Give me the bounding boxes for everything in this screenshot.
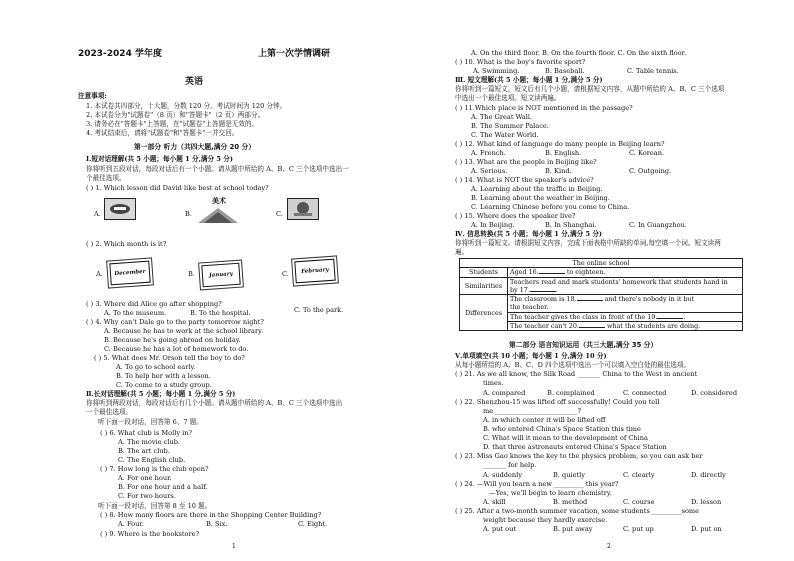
q22-option-d: D. that three astronauts entered China's Space Station [483, 443, 667, 451]
section4-title: Ⅳ. 信息转换(共 5 小题；每小题 1 分,满分 5 分) [455, 230, 603, 238]
q1-picture-c [287, 198, 319, 220]
note-4: 4. 考试结束后，请将"试题卷"和"答题卡"一并交回。 [86, 129, 239, 137]
cell-text: the teacher. [510, 303, 549, 312]
q1-art-text: 美术 [212, 196, 226, 205]
q9-options: A. On the third floor. B. On the fourth floor. C. On the sixth floor. [471, 49, 687, 57]
cell-text: what the students are doing. [604, 322, 701, 331]
art-class-icon [196, 206, 240, 224]
q21-option-d: D. considered [691, 389, 738, 397]
section5-title: Ⅴ.单项填空(共 10 小题；每小题 1 分,满分 10 分) [455, 352, 607, 360]
q2-label-c: C. [282, 270, 289, 278]
calendar-january: January [201, 263, 240, 288]
cell-text: The teacher can't 20. [510, 322, 579, 331]
pe-class-icon [288, 199, 318, 219]
calendar-december: December [109, 261, 150, 286]
question-9: ( ) 9. Where is the bookstore? [100, 530, 200, 538]
q11-option-c: C. The Water World. [471, 131, 539, 139]
section5-instr: 从每小题所给的 A、B、C、D 四个选项中选出一个可以填入空白处的最佳选项。 [455, 361, 691, 369]
blank-19[interactable] [657, 312, 686, 321]
table-header: The online school [460, 259, 743, 268]
blank-16[interactable] [539, 268, 565, 274]
q6-option-c: C. The English club. [118, 456, 186, 464]
section1-instr-2: 个最佳选项。 [86, 174, 126, 182]
q1-label-a: A. [94, 210, 101, 218]
question-12: ( ) 12. What kind of language do many people in Beijing learn? [455, 140, 665, 148]
part2-heading: 第二部分 语言知识运用（共三大题,满分 35 分） [509, 341, 658, 349]
section4-instr-2: 遍。 [455, 248, 469, 256]
q14-option-b: B. Learning about the weather in Beijing. [471, 194, 610, 202]
q24-option-c: C. course [623, 498, 655, 506]
music-class-icon [105, 199, 135, 219]
table-row [460, 277, 743, 295]
table-row [460, 295, 743, 313]
section1-instr-1: 你将听到五段对话，每段对话后有一个小题。请从题中所给的 A、B、C 三个选项中选出一 [86, 165, 349, 173]
question-13: ( ) 13. What are the people in Beijing like? [455, 158, 597, 166]
q7-option-b: B. For one hour and a half. [118, 483, 208, 491]
section3-title: Ⅲ. 短文理解(共 5 小题；每小题 1 分,满分 5 分) [455, 76, 603, 84]
question-23-cont: _______ for help. [483, 461, 537, 469]
question-1: ( ) 1. Which lesson did David like best at school today? [86, 184, 269, 192]
page-number-1: 1 [232, 543, 236, 550]
question-3: ( ) 3. Where did Alice go after shopping? [86, 300, 222, 308]
q12-option-c: C. Korean. [629, 149, 665, 157]
cell-text: The teacher gives the class in front of the 19. [510, 312, 658, 321]
listen-instr-6-7: 听下面一段对话，回答第 6、7 题。 [98, 418, 203, 426]
q14-option-a: A. Learning about the traffic in Beijing. [471, 185, 603, 193]
table-row [460, 268, 743, 277]
q21-option-a: A. compared [483, 389, 526, 397]
section2-instr-2: 一个最佳选项。 [86, 408, 133, 416]
q25-option-c: C. put up [623, 525, 654, 533]
question-24: ( ) 24. —Will you learn a new _________ this year? [455, 480, 619, 488]
row-differences-cell-2 [508, 312, 743, 321]
q21-option-c: C. connected [623, 389, 667, 397]
calendar-february: February [294, 259, 335, 284]
q12-option-b: B. English. [545, 149, 582, 157]
cell-text: and there's nobody in it but [602, 295, 695, 304]
question-23: ( ) 23. Miss Gao knows the key to the physics problem, so you can ask her [455, 452, 703, 460]
blank-20[interactable] [579, 322, 605, 328]
q1-picture-a [104, 198, 136, 220]
q24-option-d: D. lesson [691, 498, 722, 506]
q23-option-b: B. quietly [553, 471, 585, 479]
q25-option-d: D. put on [691, 525, 722, 533]
question-7: ( ) 7. How long is the club open? [100, 465, 209, 473]
q22-option-c: C. What will it mean to the development of China [483, 434, 648, 442]
section2-title: Ⅱ.长对话理解(共 5 小题；每小题 1 分,满分 5 分) [86, 390, 236, 398]
online-school-table [459, 258, 743, 331]
q23-option-c: C. clearly [623, 471, 655, 479]
question-14: ( ) 14. What is NOT the speaker's advice? [455, 176, 594, 184]
q21-option-b: B. complained [547, 389, 595, 397]
question-4: ( ) 4. Why can't Dale go to the party tomorrow night? [86, 318, 264, 326]
row-differences-cell-3 [508, 322, 743, 331]
q6-option-a: A. The movie club. [118, 438, 181, 446]
table-row [460, 259, 743, 268]
q1-label-b: B. [185, 210, 192, 218]
question-25: ( ) 25. After a two-month summer vacation, some students _________some [455, 507, 700, 515]
row-similarities-header: Similarities [460, 277, 508, 295]
q5-option-b: B. To help her with a lesson. [116, 372, 211, 380]
q8-option-b: B. Six. [206, 520, 228, 528]
exam-title: 上第一次学情调研 [258, 49, 331, 59]
row-differences-header: Differences [460, 295, 508, 331]
note-1: 1. 本试卷共四部分，十大题，分数 120 分。考试时间为 120 分钟。 [86, 102, 287, 110]
question-15: ( ) 15. Where does the speaker live? [455, 212, 576, 220]
note-3: 3. 请务必在"答题卡"上答题，在"试题卷"上答题是无效的。 [86, 120, 259, 128]
question-8: ( ) 8. How many floors are there in the Shopping Center Building? [100, 511, 322, 519]
q13-option-c: C. Outgoing. [629, 167, 672, 175]
q4-option-c: C. Because he has a lot of homework to do. [104, 345, 249, 353]
question-22-cont: me _________________________? [483, 407, 582, 415]
q11-option-b: B. The Summer Palace. [471, 122, 549, 130]
q23-option-a: A. suddenly [483, 471, 523, 479]
exam-subject: 英语 [185, 77, 204, 87]
row-students-header: Students [460, 268, 508, 277]
q24-option-b: B. method [553, 498, 588, 506]
exam-year: 2023-2024 学年度 [78, 49, 162, 59]
row-differences-cell-1 [508, 295, 743, 313]
q3-option-b: B. To the hospital. [190, 309, 251, 317]
section2-instr-1: 你将听到两段对话，每段对话后有几个小题。请从题中所给的 A、B、C 三个选项中选出 [86, 399, 343, 407]
q5-option-c: C. To come to a study group. [116, 381, 212, 389]
question-10: ( ) 10. What is the boy's favorite sport? [455, 58, 586, 66]
q7-option-a: A. For one hour. [118, 474, 172, 482]
q2-label-b: B. [188, 270, 195, 278]
q4-option-b: B. Because he's going abroad on holiday. [104, 336, 241, 344]
part1-heading: 第一部分 听力（共四大题,满分 20 分） [134, 143, 256, 151]
q13-option-b: B. Kind. [545, 167, 572, 175]
cell-text: . [555, 285, 558, 294]
q5-option-a: A. To go to school early. [116, 363, 196, 371]
section4-instr-1: 你将听到一篇短文。请根据短文内容，完成下面表格中所缺的单词,每空填一个词。短文读两 [455, 239, 721, 247]
q1-label-c: C. [276, 210, 283, 218]
exam-page-2 [397, 0, 794, 561]
question-21-cont: times. [483, 379, 504, 387]
cell-text: Teachers read and mark students' homework that students hand in [510, 277, 728, 286]
q3-option-c: C. To the park. [294, 306, 344, 314]
q6-option-b: B. The art club. [118, 447, 170, 455]
section3-instr-1: 你将听到一篇短文，短文后有几个小题，请根据短文内容，从题中所给的 A、B、C 三个选项 [455, 85, 725, 93]
q25-option-b: B. put away [553, 525, 593, 533]
q10-option-b: B. Baseball. [545, 67, 585, 75]
q22-option-b: B. who entered China's Space Station this time [483, 425, 641, 433]
q25-option-a: A. put out [483, 525, 517, 533]
q14-option-c: C. Learning Chinese before you come to China. [471, 203, 630, 211]
question-25-cont: weight because they hardly exercise. [483, 516, 608, 524]
question-24-cont: —Yes, we'll begin to learn chemistry. [489, 489, 612, 497]
page-number-2: 2 [607, 543, 611, 550]
cell-text: . [683, 312, 686, 321]
q10-option-a: A. Swimming. [473, 67, 520, 75]
q23-option-d: D. directly [691, 471, 726, 479]
row-students-cell [508, 268, 743, 277]
q13-option-a: A. Serious. [471, 167, 508, 175]
q11-option-a: A. The Great Wall. [471, 113, 533, 121]
blank-18[interactable] [577, 295, 603, 301]
question-5: ( ) 5. What does Mr. Orson tell the boy to do? [94, 354, 245, 362]
question-11: ( ) 11.Which place is NOT mentioned in the passage? [455, 104, 633, 112]
note-2: 2. 本试卷分为"试题卷"（8 页）和"答题卡"（2 页）两部分。 [86, 111, 265, 119]
question-2: ( ) 2. Which month is it? [86, 240, 167, 248]
row-similarities-cell [508, 277, 743, 295]
q2-label-a: A. [96, 270, 103, 278]
section3-instr-2: 中选出一个最佳选项。短文读两遍。 [455, 94, 561, 102]
listen-instr-8-10: 听下面一段对话，回答第 8 至 10 题。 [98, 502, 212, 510]
cell-text: by 17. [510, 285, 530, 294]
cell-text: The classroom is 18. [510, 295, 577, 304]
q15-option-b: B. In Shanghai. [545, 221, 597, 229]
section1-title: Ⅰ.短对话理解(共 5 小题；每小题 1 分,满分 5 分) [86, 155, 233, 163]
question-6: ( ) 6. What club is Molly in? [100, 429, 193, 437]
q4-option-a: A. Because he has to work at the school library. [104, 327, 264, 335]
q8-option-c: C. Eight. [298, 520, 328, 528]
question-22: ( ) 22. Shenzhou-15 was lifted off successfully! Could you tell [455, 398, 660, 406]
q8-option-a: A. Four. [118, 520, 144, 528]
q24-option-a: A. skill [483, 498, 506, 506]
q22-option-a: A. in which center it will be lifted off [483, 416, 606, 424]
notes-title: 注意事项: [78, 92, 107, 100]
cell-text: Aged 16. [510, 268, 539, 277]
blank-17[interactable] [530, 286, 556, 292]
question-21: ( ) 21. As we all know, the Silk Road _______ China to the West in ancient [455, 370, 698, 378]
q3-option-a: A. To the museum. [104, 309, 167, 317]
q12-option-a: A. French. [471, 149, 506, 157]
cell-text: to eighteen. [564, 268, 606, 277]
q15-option-c: C. In Guangzhou. [629, 221, 687, 229]
q10-option-c: C. Table tennis. [627, 67, 679, 75]
q15-option-a: A. In Beijing. [471, 221, 515, 229]
q7-option-c: C. For two hours. [118, 492, 176, 500]
